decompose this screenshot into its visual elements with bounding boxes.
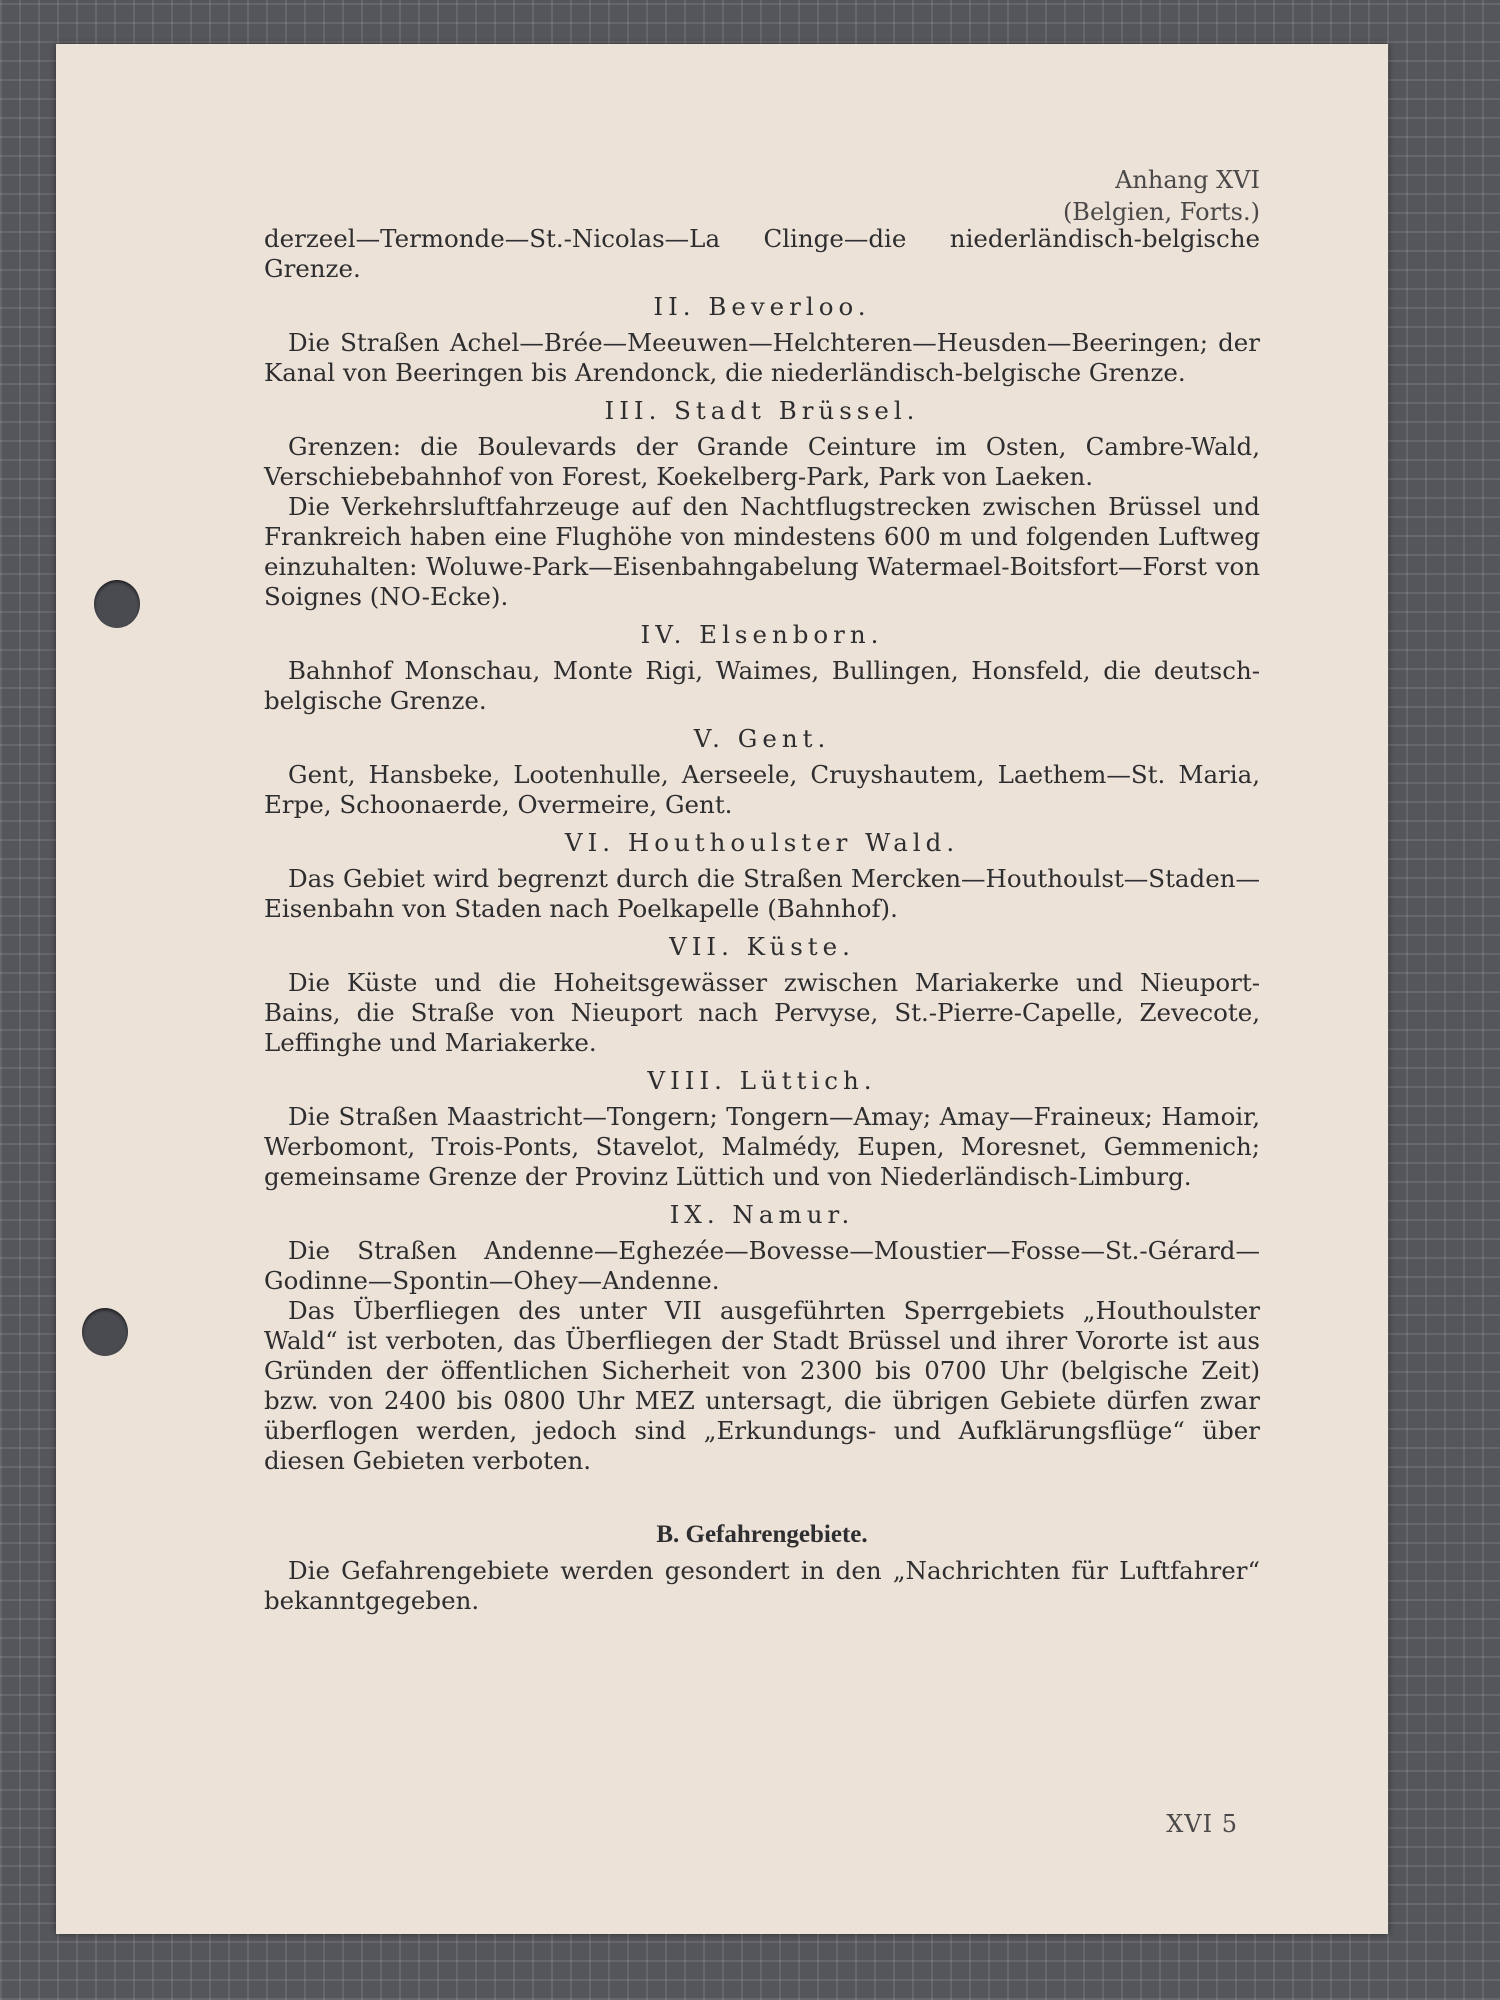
part-b-paragraph: Die Gefahrengebiete werden gesondert in den „Nachrichten für Luftfahrer“ bekanntgegeben. [264,1556,1260,1615]
section-paragraph: Bahnhof Monschau, Monte Rigi, Waimes, Bullingen, Honsfeld, die deutsch-belgische Grenze. [264,656,1260,715]
section-title-bruessel: III. Stadt Brüssel. [604,396,920,425]
section-paragraph: Gent, Hansbeke, Lootenhulle, Aerseele, Cruyshautem, Laethem—St. Maria, Erpe, Schoonaerde, Overmeire, Gent. [264,760,1260,819]
section-paragraph: Die Verkehrsluftfahrzeuge auf den Nachtflugstrecken zwischen Brüssel und Frankreich haben eine Flughöhe von mindestens 600 m und folgenden Luftweg einzuhalten: Woluwe-Park—Eisenbahngabelung Watermael-Boitsfort—Forst von Soignes (NO-Ecke). [264,492,1260,611]
punch-hole-top [94,580,140,628]
section-paragraph: Die Straßen Maastricht—Tongern; Tongern—Amay; Amay—Fraineux; Hamoir, Werbomont, Trois-Ponts, Stavelot, Malmédy, Eupen, Moresnet, Gemmenich; gemeinsame Grenze der Provinz Lüttich und von Niederländisch-Limburg. [264,1102,1260,1191]
section-title-luettich: VIII. Lüttich. [647,1066,877,1095]
section-title-namur: IX. Namur. [669,1200,855,1229]
section-paragraph: Die Küste und die Hoheitsgewässer zwischen Mariakerke und Nieuport-Bains, die Straße von Nieuport nach Pervyse, St.-Pierre-Capelle, Zevecote, Leffinghe und Mariakerke. [264,968,1260,1057]
section-title-beverloo: II. Beverloo. [653,292,871,321]
section-title-gent: V. Gent. [693,724,831,753]
section-title-kueste: VII. Küste. [669,932,855,961]
section-paragraph: Das Überfliegen des unter VII ausgeführten Sperrgebiets „Houthoulster Wald“ ist verboten, das Überfliegen der Stadt Brüssel und ihrer Vororte ist aus Gründen der öffentlichen Sicherheit von 2300 bis 0700 Uhr (belgische Zeit) bzw. von 2400 bis 0800 Uhr MEZ untersagt, die übrigen Gebiete dürfen zwar überflogen werden, jedoch sind „Erkundungs- und Aufklärungsflüge“ über diesen Gebieten verboten. [264,1296,1260,1475]
section-paragraph: Grenzen: die Boulevards der Grande Ceinture im Osten, Cambre-Wald, Verschiebebahnhof von Forest, Koekelberg-Park, Park von Laeken. [264,432,1260,491]
part-b-title: B. Gefahrengebiete. [656,1521,868,1548]
section-paragraph: Die Straßen Achel—Brée—Meeuwen—Helchteren—Heusden—Beeringen; der Kanal von Beeringen bis Arendonck, die niederländisch-belgische Grenze. [264,328,1260,387]
section-title-elsenborn: IV. Elsenborn. [640,620,884,649]
punch-hole-bottom [82,1308,128,1356]
page-header [1063,164,1260,228]
document-page [56,44,1388,1934]
section-title-houthoulster-wald: VI. Houthoulster Wald. [564,828,960,857]
annex-title: Anhang XVI [1115,166,1260,194]
section-paragraph: Das Gebiet wird begrenzt durch die Straßen Mercken—Houthoulst—Staden—Eisenbahn von Staden nach Poelkapelle (Bahnhof). [264,864,1260,923]
annex-subtitle: (Belgien, Forts.) [1062,198,1260,226]
page-body [264,224,1260,1616]
page-number: XVI 5 [1166,1810,1238,1838]
intro-paragraph: derzeel—Termonde—St.-Nicolas—La Clinge—die niederländisch-belgische Grenze. [264,224,1260,283]
section-paragraph: Die Straßen Andenne—Eghezée—Bovesse—Moustier—Fosse—St.-Gérard—Godinne—Spontin—Ohey—Andenne. [264,1236,1260,1295]
